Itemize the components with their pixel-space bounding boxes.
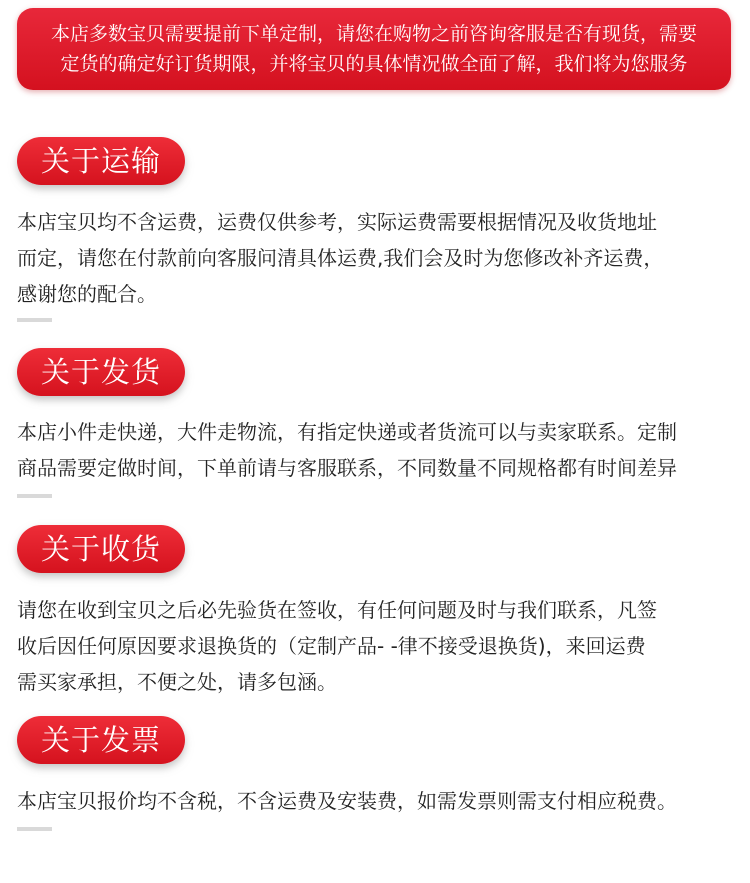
text-line: 请您在收到宝贝之后必先验货在签收，有任何问题及时与我们联系，凡签 [17,598,657,622]
notice-line-2: 定货的确定好订货期限，并将宝贝的具体情况做全面了解，我们将为您服务 [60,53,688,75]
section-text-shipping [17,204,741,312]
text-line: 本店宝贝均不含运费，运费仅供参考，实际运费需要根据情况及收货地址 [17,210,657,234]
section-text-invoice [17,783,741,819]
text-line: 本店宝贝报价均不含税，不含运费及安装费，如需发票则需支付相应税费。 [17,789,677,813]
text-line: 而定，请您在付款前向客服问清具体运费,我们会及时为您修改补齐运费， [17,246,664,270]
text-line: 感谢您的配合。 [17,282,157,306]
section-heading-invoice: 关于发票 [17,716,185,764]
notice-banner [17,8,731,90]
text-line: 商品需要定做时间，下单前请与客服联系，不同数量不同规格都有时间差异 [17,456,677,480]
section-heading-shipping: 关于运输 [17,137,185,185]
section-text-receiving [17,592,741,700]
text-line: 收后因任何原因要求退换货的（定制产品- -律不接受退换货)，来回运费 [17,634,646,658]
text-line: 需买家承担，不便之处，请多包涵。 [17,670,337,694]
section-divider [17,827,52,831]
section-divider [17,494,52,498]
section-text-delivery [17,414,741,486]
section-heading-receiving: 关于收货 [17,525,185,573]
section-divider [17,318,52,322]
notice-line-1: 本店多数宝贝需要提前下单定制，请您在购物之前咨询客服是否有现货，需要 [50,23,697,45]
section-heading-delivery: 关于发货 [17,348,185,396]
text-line: 本店小件走快递，大件走物流，有指定快递或者货流可以与卖家联系。定制 [17,420,677,444]
